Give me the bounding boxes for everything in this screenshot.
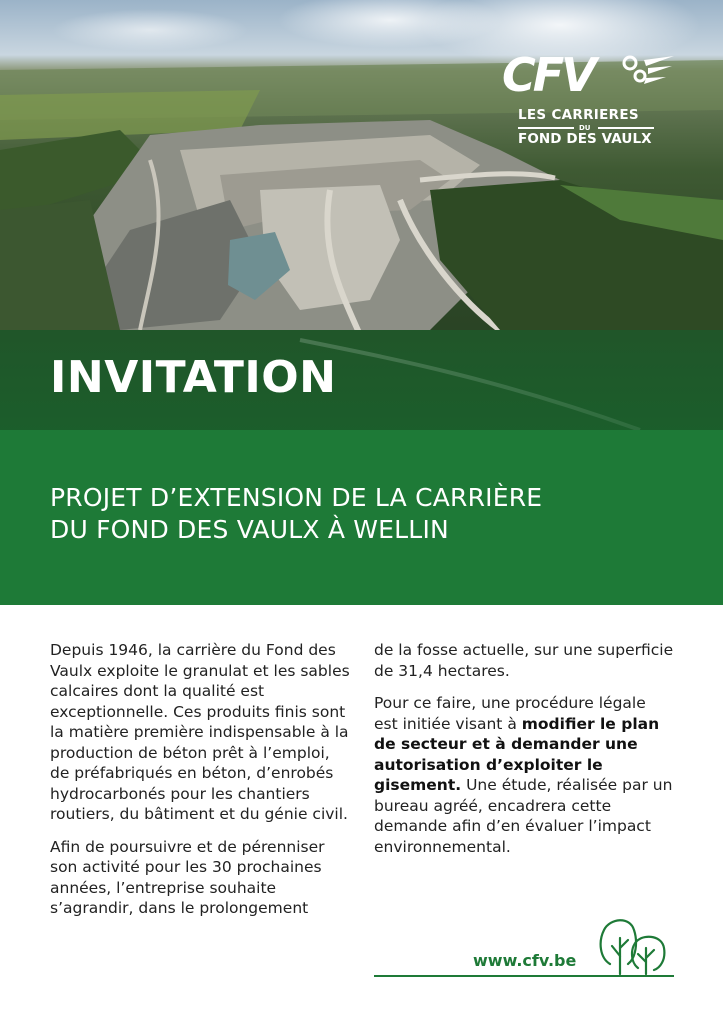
body-column-right [374,640,674,869]
page-title: INVITATION [50,352,337,403]
paragraph-area: de la fosse actuelle, sur une superficie de 31,4 hectares. [374,641,674,680]
logo-speed-lines-icon [616,54,676,98]
logo-rule-right [598,127,654,129]
cfv-logo [498,50,678,160]
logo-mark: CFV [502,48,594,102]
procedure-text-end: Une étude, réalisée par un bureau agréé, encadrera cette demande afin d’en évaluer l’impact environnemental. [374,776,673,856]
logo-line-du: DU [579,124,591,132]
paragraph-expansion: Afin de poursuivre et de pérenniser son activité pour les 30 prochaines années, l’entreprise souhaite s’agrandir, dans le prolongement [50,837,325,917]
procedure-text-bold: modifier le plan de secteur et à demander une autorisation d’exploiter le gisement. [374,714,660,794]
project-title [50,482,670,546]
project-title-line-1: PROJET D’EXTENSION DE LA CARRIÈRE [50,483,543,512]
trees-icon [598,912,668,976]
website-link[interactable]: www.cfv.be [473,951,577,970]
body-column-left [50,640,350,931]
project-title-band [0,430,723,605]
logo-rule-left [518,127,574,129]
paragraph-history: Depuis 1946, la carrière du Fond des Vaulx exploite le granulat et les sables calcaires dont la qualité est exceptionnelle. Ces produits finis sont la matière première indispensable à la production de béton prêt à l’emploi, de préfabriqués en béton, d’enrobés hydrocarbonés pour les chantiers routiers, du bâtiment et du génie civil. [50,641,350,823]
procedure-text-start: Pour ce faire, une procédure légale est initiée visant à [374,694,646,733]
paragraph-procedure [374,693,674,857]
project-title-line-2: DU FOND DES VAULX À WELLIN [50,515,449,544]
logo-line-fond-des-vaulx: FOND DES VAULX [518,131,652,147]
logo-line-les-carrieres: LES CARRIERES [518,107,639,123]
hero-photo [0,0,723,430]
